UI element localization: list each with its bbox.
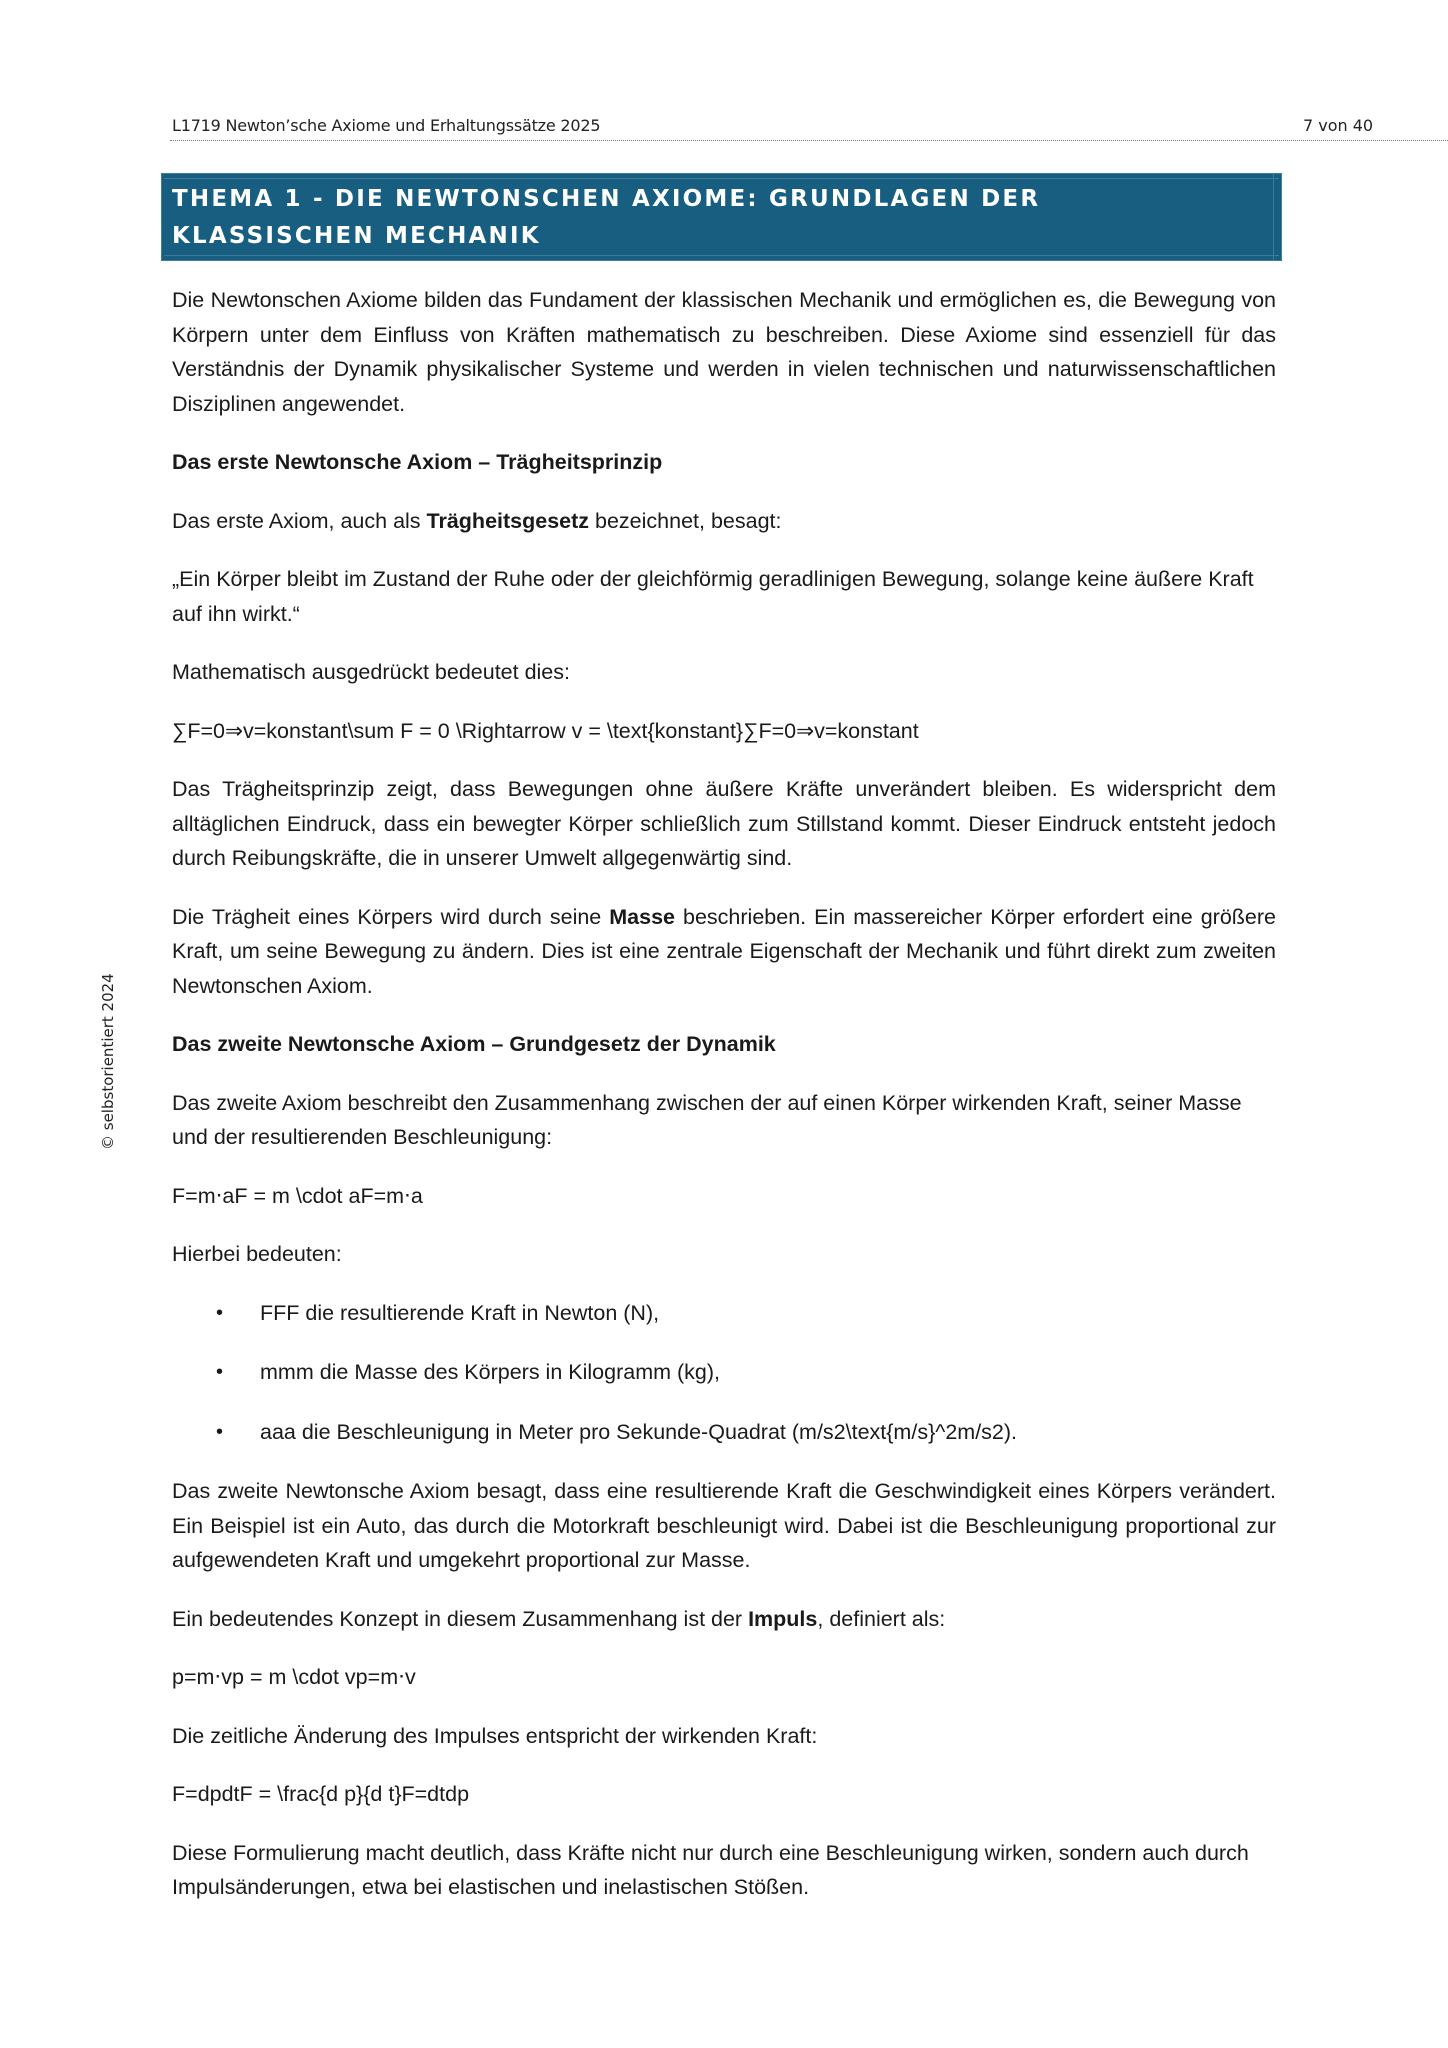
paragraph-momentum	[172, 1602, 1276, 1637]
section-heading-second-axiom: Das zweite Newtonsche Axiom – Grundgesetz der Dynamik	[172, 1032, 776, 1056]
bullet-icon: •	[216, 1420, 224, 1443]
text: Das erste Axiom, auch als	[172, 508, 427, 533]
section-heading-first-axiom: Das erste Newtonsche Axiom – Trägheitsprinzip	[172, 450, 663, 474]
formula-momentum: p=m⋅vp = m \cdot vp=m⋅v	[172, 1665, 416, 1689]
page-number: 7 von 40	[1303, 116, 1374, 135]
paragraph-car-example: Das zweite Newtonsche Axiom besagt, dass eine resultierende Kraft die Geschwindigkeit eines Körpers verändert. Ein Beispiel ist ein Auto, das durch die Motorkraft beschleunigt wird. Dabei ist die Beschleunigung proportional zur aufgewendeten Kraft und umgekehrt proportional zur Masse.	[172, 1479, 1276, 1572]
bold-term-inertia-law: Trägheitsgesetz	[426, 508, 590, 533]
text: bezeichnet, besagt:	[589, 508, 782, 533]
list-item-text: mmm die Masse des Körpers in Kilogramm (kg),	[260, 1360, 720, 1384]
copyright-note: © selbstorientiert 2024	[99, 973, 117, 1150]
list-item	[172, 1355, 1276, 1390]
list-item-text: aaa die Beschleunigung in Meter pro Sekunde-Quadrat (m/s2\text{m/s}^2m/s2).	[260, 1419, 1018, 1444]
list-item	[172, 1296, 1276, 1331]
document-body	[172, 283, 1276, 1929]
math-intro: Mathematisch ausgedrückt bedeutet dies:	[172, 660, 570, 684]
page-header	[170, 116, 1448, 140]
intro-paragraph: Die Newtonschen Axiome bilden das Fundament der klassischen Mechanik und ermöglichen es, die Bewegung von Körpern unter dem Einfluss von Kräften mathematisch zu beschreiben. Diese Axiome sind essenziell für das Verständnis der Dynamik physikalischer Systeme und werden in vielen technischen und naturwissenschaftlichen Disziplinen angewendet.	[172, 288, 1276, 416]
paragraph-inertia-principle: Das Trägheitsprinzip zeigt, dass Bewegungen ohne äußere Kräfte unverändert bleiben. Es widerspricht dem alltäglichen Eindruck, dass ein bewegter Körper schließlich zum Stillstand kommt. Dieser Eindruck entsteht jedoch durch Reibungskräfte, die in unserer Umwelt allgegenwärtig sind.	[172, 777, 1276, 870]
formula-force: F=m⋅aF = m \cdot aF=m⋅a	[172, 1183, 423, 1208]
paragraph-momentum-change: Die zeitliche Änderung des Impulses entspricht der wirkenden Kraft:	[172, 1723, 818, 1748]
legend-intro: Hierbei bedeuten:	[172, 1242, 342, 1266]
text: beschrieben. Ein massereicher Körper erfordert eine größere Kraft, um seine Bewegung zu ändern. Dies ist eine zentrale Eigenschaft der Mechanik und führt direkt zum zweiten Newtonschen Axiom.	[172, 904, 1276, 998]
paragraph-inertia-law	[172, 504, 1276, 539]
variable-list	[172, 1296, 1276, 1450]
quote-first-axiom: „Ein Körper bleibt im Zustand der Ruhe oder der gleichförmig geradlinigen Bewegung, solange keine äußere Kraft auf ihn wirkt.“	[172, 567, 1254, 626]
bold-term-mass: Masse	[609, 904, 676, 929]
text: , definiert als:	[817, 1606, 946, 1631]
bullet-icon: •	[216, 1361, 224, 1383]
header-divider	[170, 140, 1448, 141]
paragraph-second-axiom: Das zweite Axiom beschreibt den Zusammenhang zwischen der auf einen Körper wirkenden Kraft, seiner Masse und der resultierenden Beschleunigung:	[172, 1090, 1242, 1149]
list-item	[172, 1415, 1276, 1450]
formula-sum-forces: ∑F=0⇒v=konstant\sum F = 0 \Rightarrow v = \text{konstant}∑F=0⇒v=konstant	[172, 718, 919, 743]
topic-title-box	[161, 173, 1282, 261]
text: Ein bedeutendes Konzept in diesem Zusammenhang ist der	[172, 1606, 749, 1631]
bold-term-momentum: Impuls	[748, 1606, 818, 1631]
formula-force-derivative: F=dpdtF = \frac{d p}{d t}F=dtdp	[172, 1782, 470, 1806]
paragraph-collisions: Diese Formulierung macht deutlich, dass Kräfte nicht nur durch eine Beschleunigung wirken, sondern auch durch Impulsänderungen, etwa bei elastischen und inelastischen Stößen.	[172, 1840, 1249, 1899]
paragraph-mass	[172, 900, 1276, 1004]
bullet-icon: •	[216, 1301, 224, 1324]
text: Die Trägheit eines Körpers wird durch seine	[172, 904, 610, 929]
document-title: L1719 Newton’sche Axiome und Erhaltungssätze 2025	[172, 116, 601, 135]
topic-title: THEMA 1 - DIE NEWTONSCHEN AXIOME: GRUNDLAGEN DER KLASSISCHEN MECHANIK	[172, 186, 1041, 249]
list-item-text: FFF die resultierende Kraft in Newton (N),	[260, 1300, 660, 1325]
